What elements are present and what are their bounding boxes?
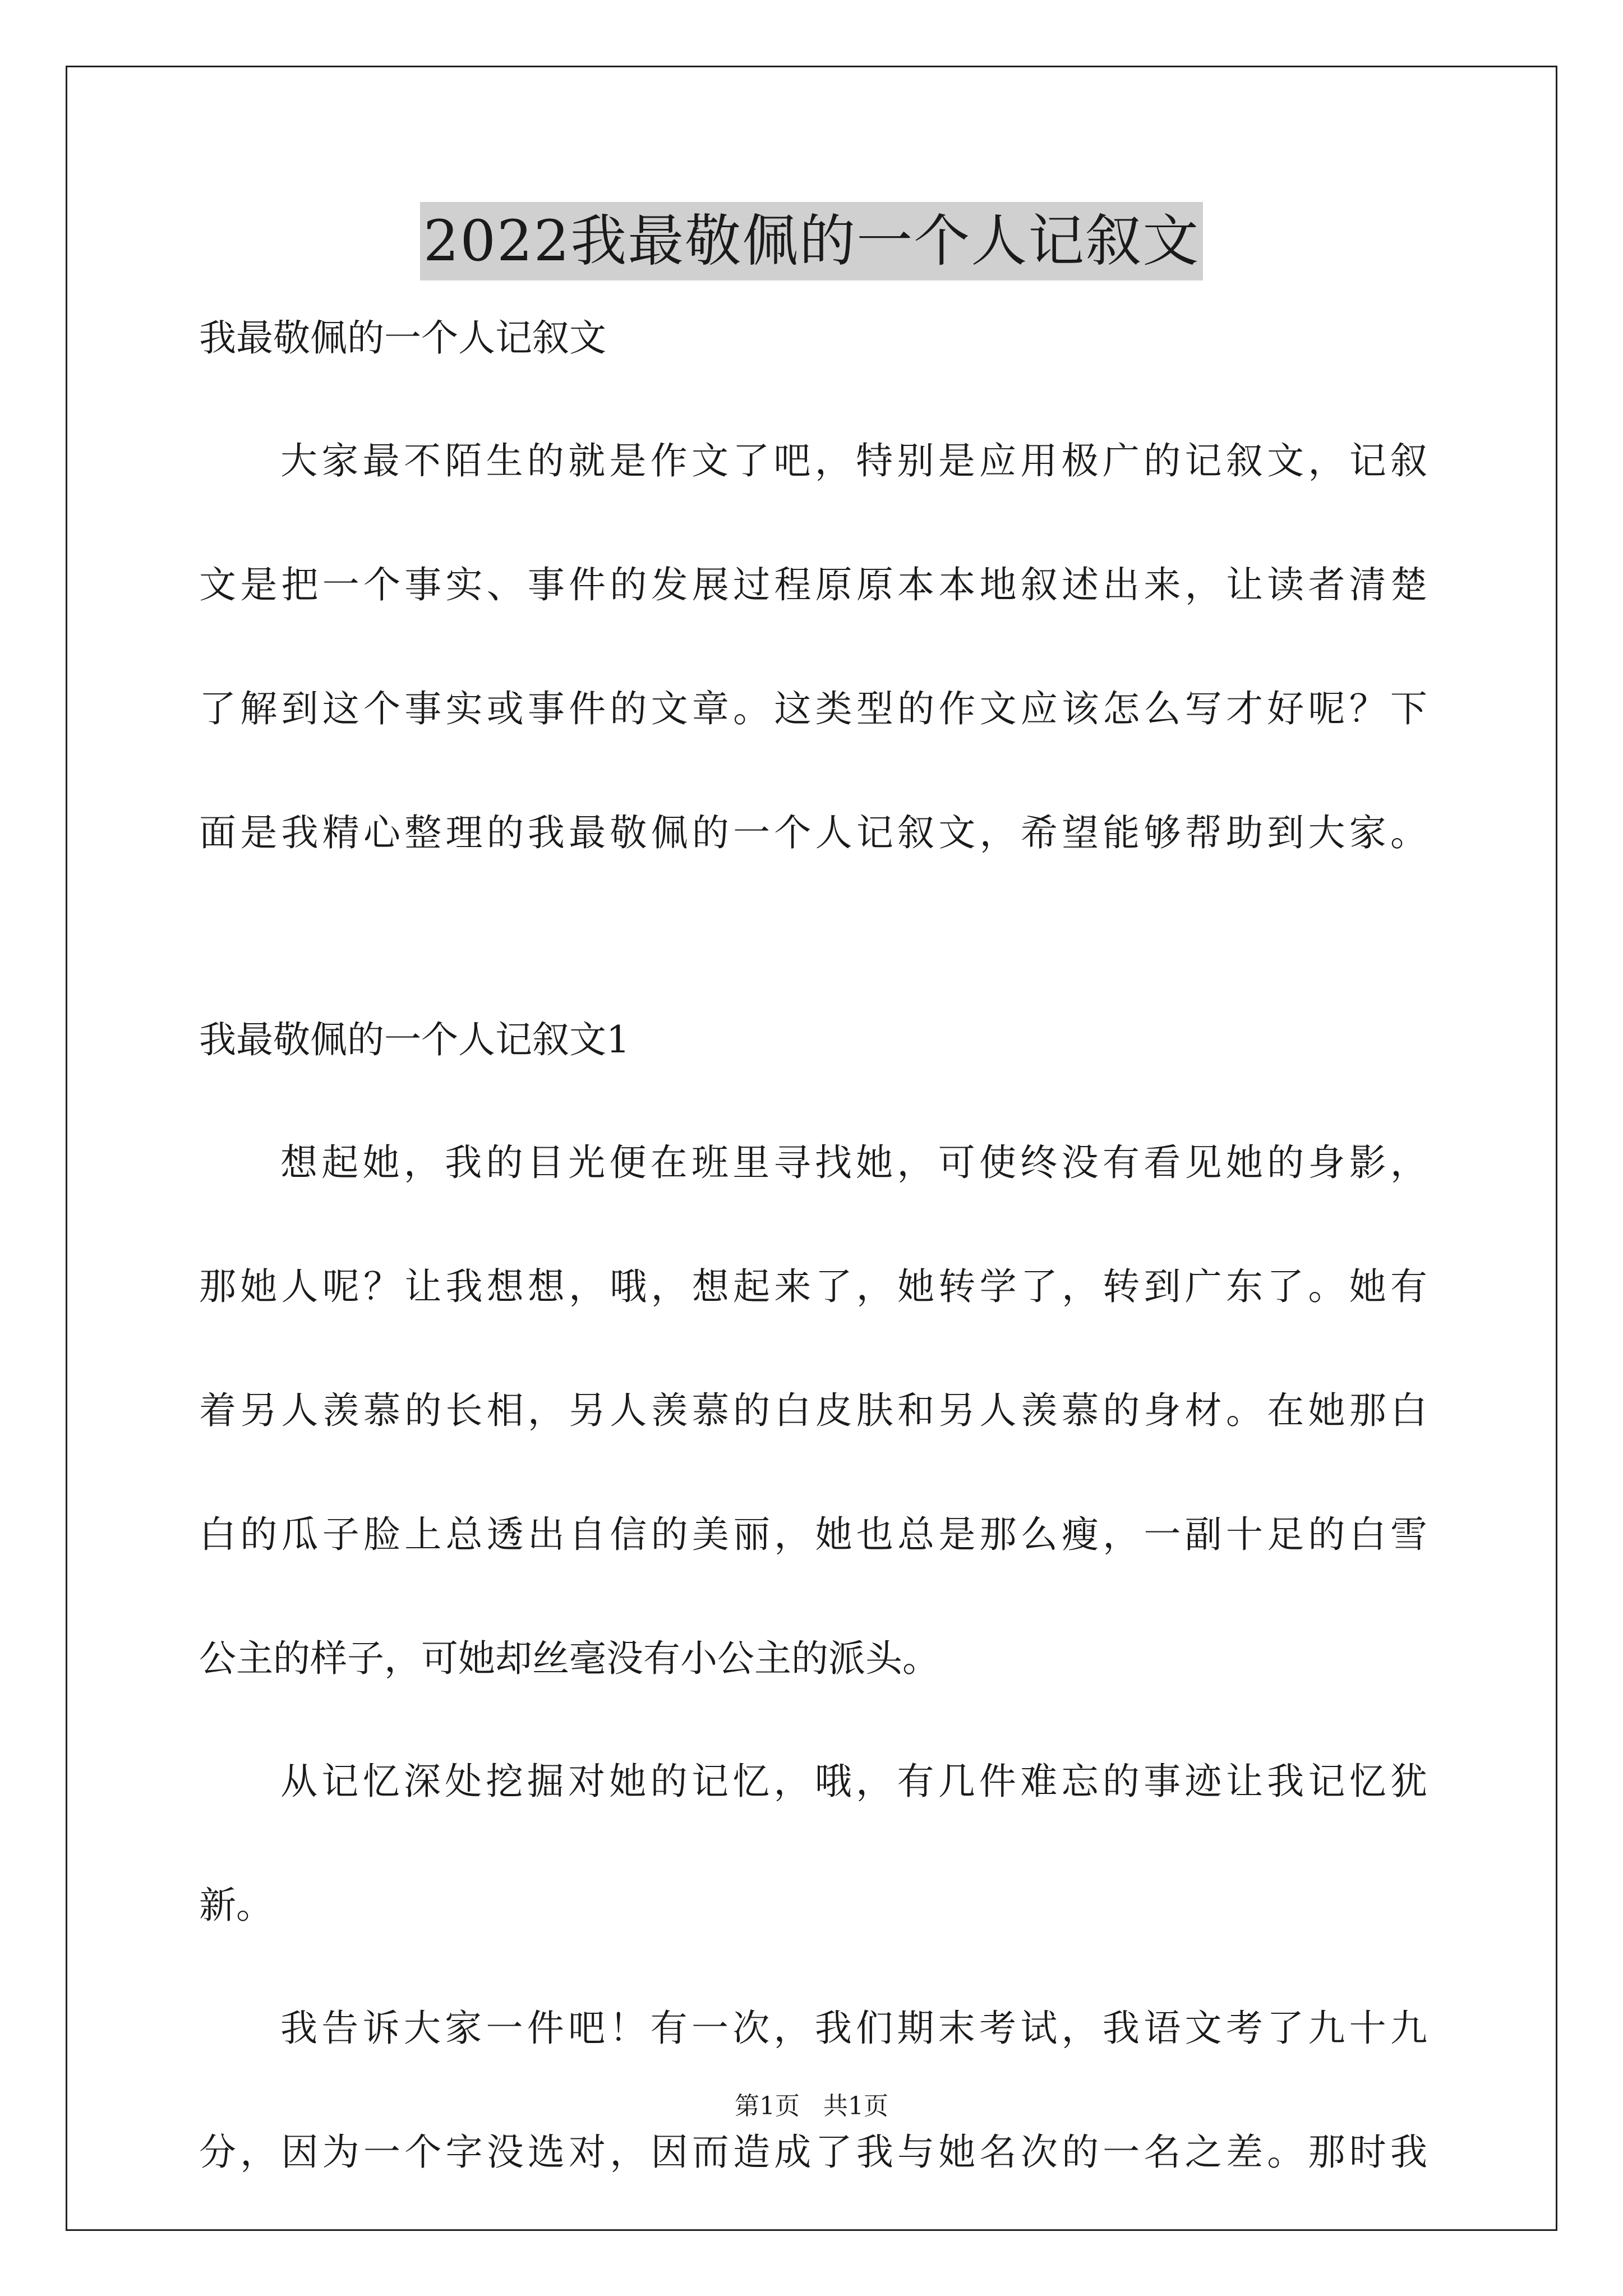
section-heading: 我最敬佩的一个人记叙文1 — [199, 1018, 630, 1061]
document-body — [199, 314, 1427, 2176]
paragraph-line: 公主的样子，可她却丝毫没有小公主的派头。 — [199, 1637, 939, 1680]
paragraph-line: 那她人呢？让我想想，哦，想起来了，她转学了，转到广东了。她有 — [199, 1265, 1427, 1308]
intro-heading: 我最敬佩的一个人记叙文 — [199, 316, 606, 360]
document-title-text: 2022我最敬佩的一个人记叙文 — [420, 202, 1204, 280]
paragraph-line: 新。 — [199, 1884, 273, 1927]
paragraph-line: 想起她，我的目光便在班里寻找她，可使终没有看见她的身影， — [280, 1141, 1427, 1184]
intro-line: 文是把一个事实、事件的发展过程原原本本地叙述出来，让读者清楚 — [199, 563, 1427, 606]
document-title — [0, 202, 1623, 297]
paragraph-line: 白的瓜子脸上总透出自信的美丽，她也总是那么瘦，一副十足的白雪 — [199, 1513, 1427, 1556]
paragraph-line: 从记忆深处挖掘对她的记忆，哦，有几件难忘的事迹让我记忆犹 — [280, 1760, 1427, 1803]
intro-line: 了解到这个事实或事件的文章。这类型的作文应该怎么写才好呢？下 — [199, 687, 1427, 730]
paragraph-line: 着另人羡慕的长相，另人羡慕的白皮肤和另人羡慕的身材。在她那白 — [199, 1389, 1427, 1432]
intro-line: 大家最不陌生的就是作文了吧，特别是应用极广的记叙文，记叙 — [280, 439, 1427, 482]
intro-line: 面是我精心整理的我最敬佩的一个人记叙文，希望能够帮助到大家。 — [199, 811, 1427, 854]
paragraph-line: 分，因为一个字没选对，因而造成了我与她名次的一名之差。那时我 — [199, 2131, 1427, 2174]
paragraph-line: 我告诉大家一件吧！有一次，我们期末考试，我语文考了九十九 — [280, 2007, 1427, 2050]
page-footer: 第1页 共1页 — [735, 2092, 888, 2120]
